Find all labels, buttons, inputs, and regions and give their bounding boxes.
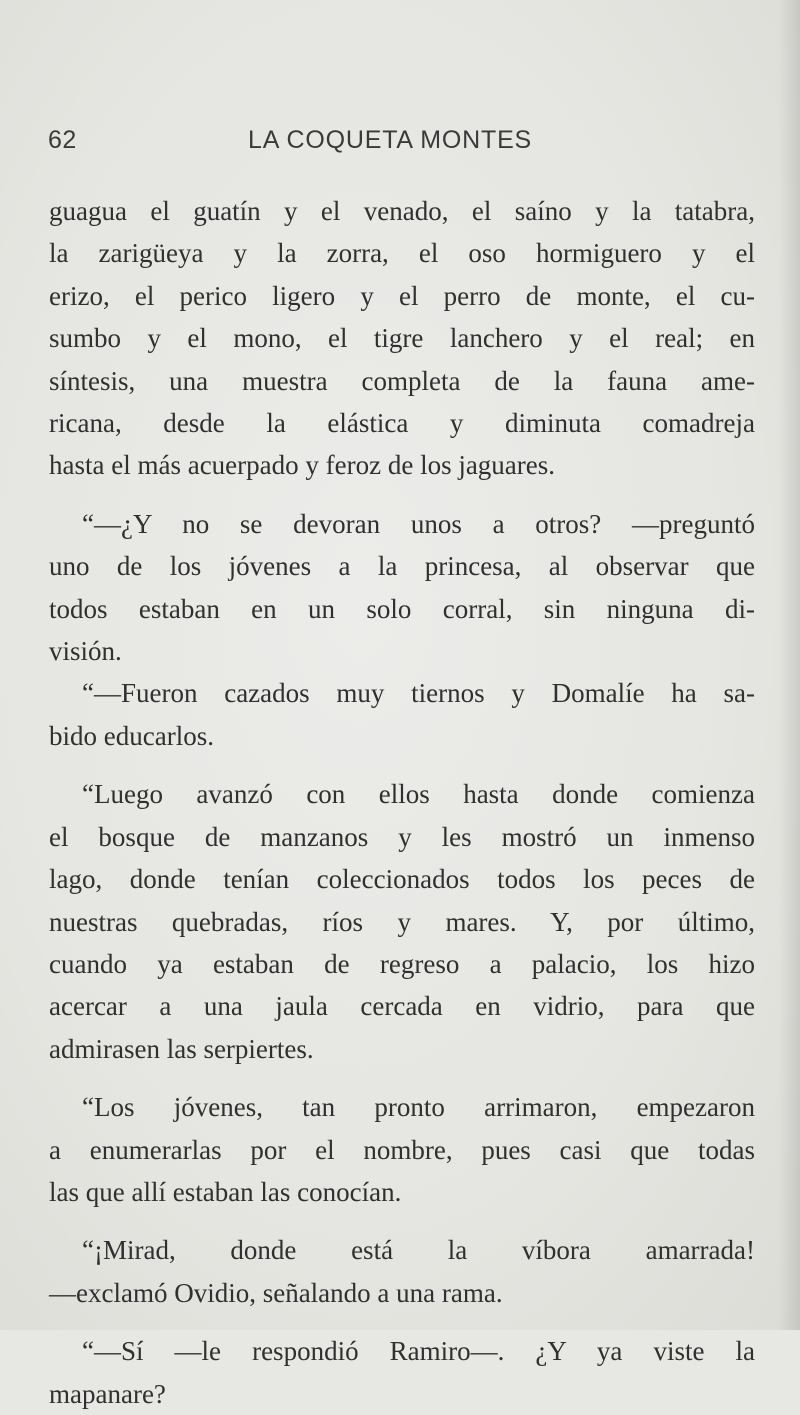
text-line: nuestras quebradas, ríos y mares. Y, por último,: [49, 906, 755, 937]
text-line: todos estaban en un solo corral, sin ninguna di-: [49, 593, 755, 624]
paragraph: [49, 1330, 755, 1415]
page-number: 62: [48, 126, 77, 154]
text-line: ricana, desde la elástica y diminuta comadreja: [49, 408, 755, 439]
running-title: LA COQUETA MONTES: [248, 126, 533, 154]
text-line: hasta el más acuerpado y feroz de los jaguares.: [49, 450, 556, 481]
page-edge-shadow: [778, 0, 800, 1330]
text-line: cuando ya estaban de regreso a palacio, los hizo: [49, 948, 755, 979]
text-line: síntesis, una muestra completa de la fauna ame-: [49, 365, 755, 396]
text-line: a enumerarlas por el nombre, pues casi que todas: [49, 1134, 755, 1165]
body-text: [49, 190, 755, 1415]
text-line: “Los jóvenes, tan pronto arrimaron, empezaron: [82, 1092, 755, 1123]
text-line: las que allí estaban las conocían.: [49, 1176, 402, 1207]
text-line: visión.: [49, 636, 122, 667]
text-line: “—Fueron cazados muy tiernos y Domalíe ha sa-: [82, 678, 755, 709]
text-line: “¡Mirad, donde está la víbora amarrada!: [82, 1235, 755, 1266]
paragraph: [49, 1229, 755, 1314]
page-header: [48, 126, 768, 166]
text-line: uno de los jóvenes a la princesa, al observar que: [49, 551, 755, 582]
text-line: guagua el guatín y el venado, el saíno y la tatabra,: [49, 196, 755, 226]
text-line: “—Sí —le respondió Ramiro—. ¿Y ya viste la: [82, 1336, 755, 1367]
text-line: “Luego avanzó con ellos hasta donde comienza: [82, 779, 755, 810]
text-line: admirasen las serpiertes.: [49, 1033, 314, 1064]
text-line: —exclamó Ovidio, señalando a una rama.: [49, 1277, 503, 1308]
text-line: “—¿Y no se devoran unos a otros? —preguntó: [82, 508, 755, 539]
paragraph: [49, 773, 755, 1070]
paragraph: [49, 190, 755, 487]
paragraph: [49, 503, 755, 673]
paragraph: [49, 672, 755, 757]
text-line: el bosque de manzanos y les mostró un inmenso: [49, 821, 755, 852]
text-line: lago, donde tenían coleccionados todos los peces de: [49, 864, 755, 895]
text-line: bido educarlos.: [49, 720, 214, 751]
text-line: sumbo y el mono, el tigre lanchero y el real; en: [49, 323, 755, 354]
paragraph: [49, 1086, 755, 1213]
text-line: la zarigüeya y la zorra, el oso hormiguero y el: [49, 238, 755, 269]
text-line: mapanare?: [49, 1378, 166, 1409]
text-line: erizo, el perico ligero y el perro de monte, el cu-: [49, 280, 755, 311]
text-line: acercar a una jaula cercada en vidrio, para que: [49, 991, 755, 1022]
